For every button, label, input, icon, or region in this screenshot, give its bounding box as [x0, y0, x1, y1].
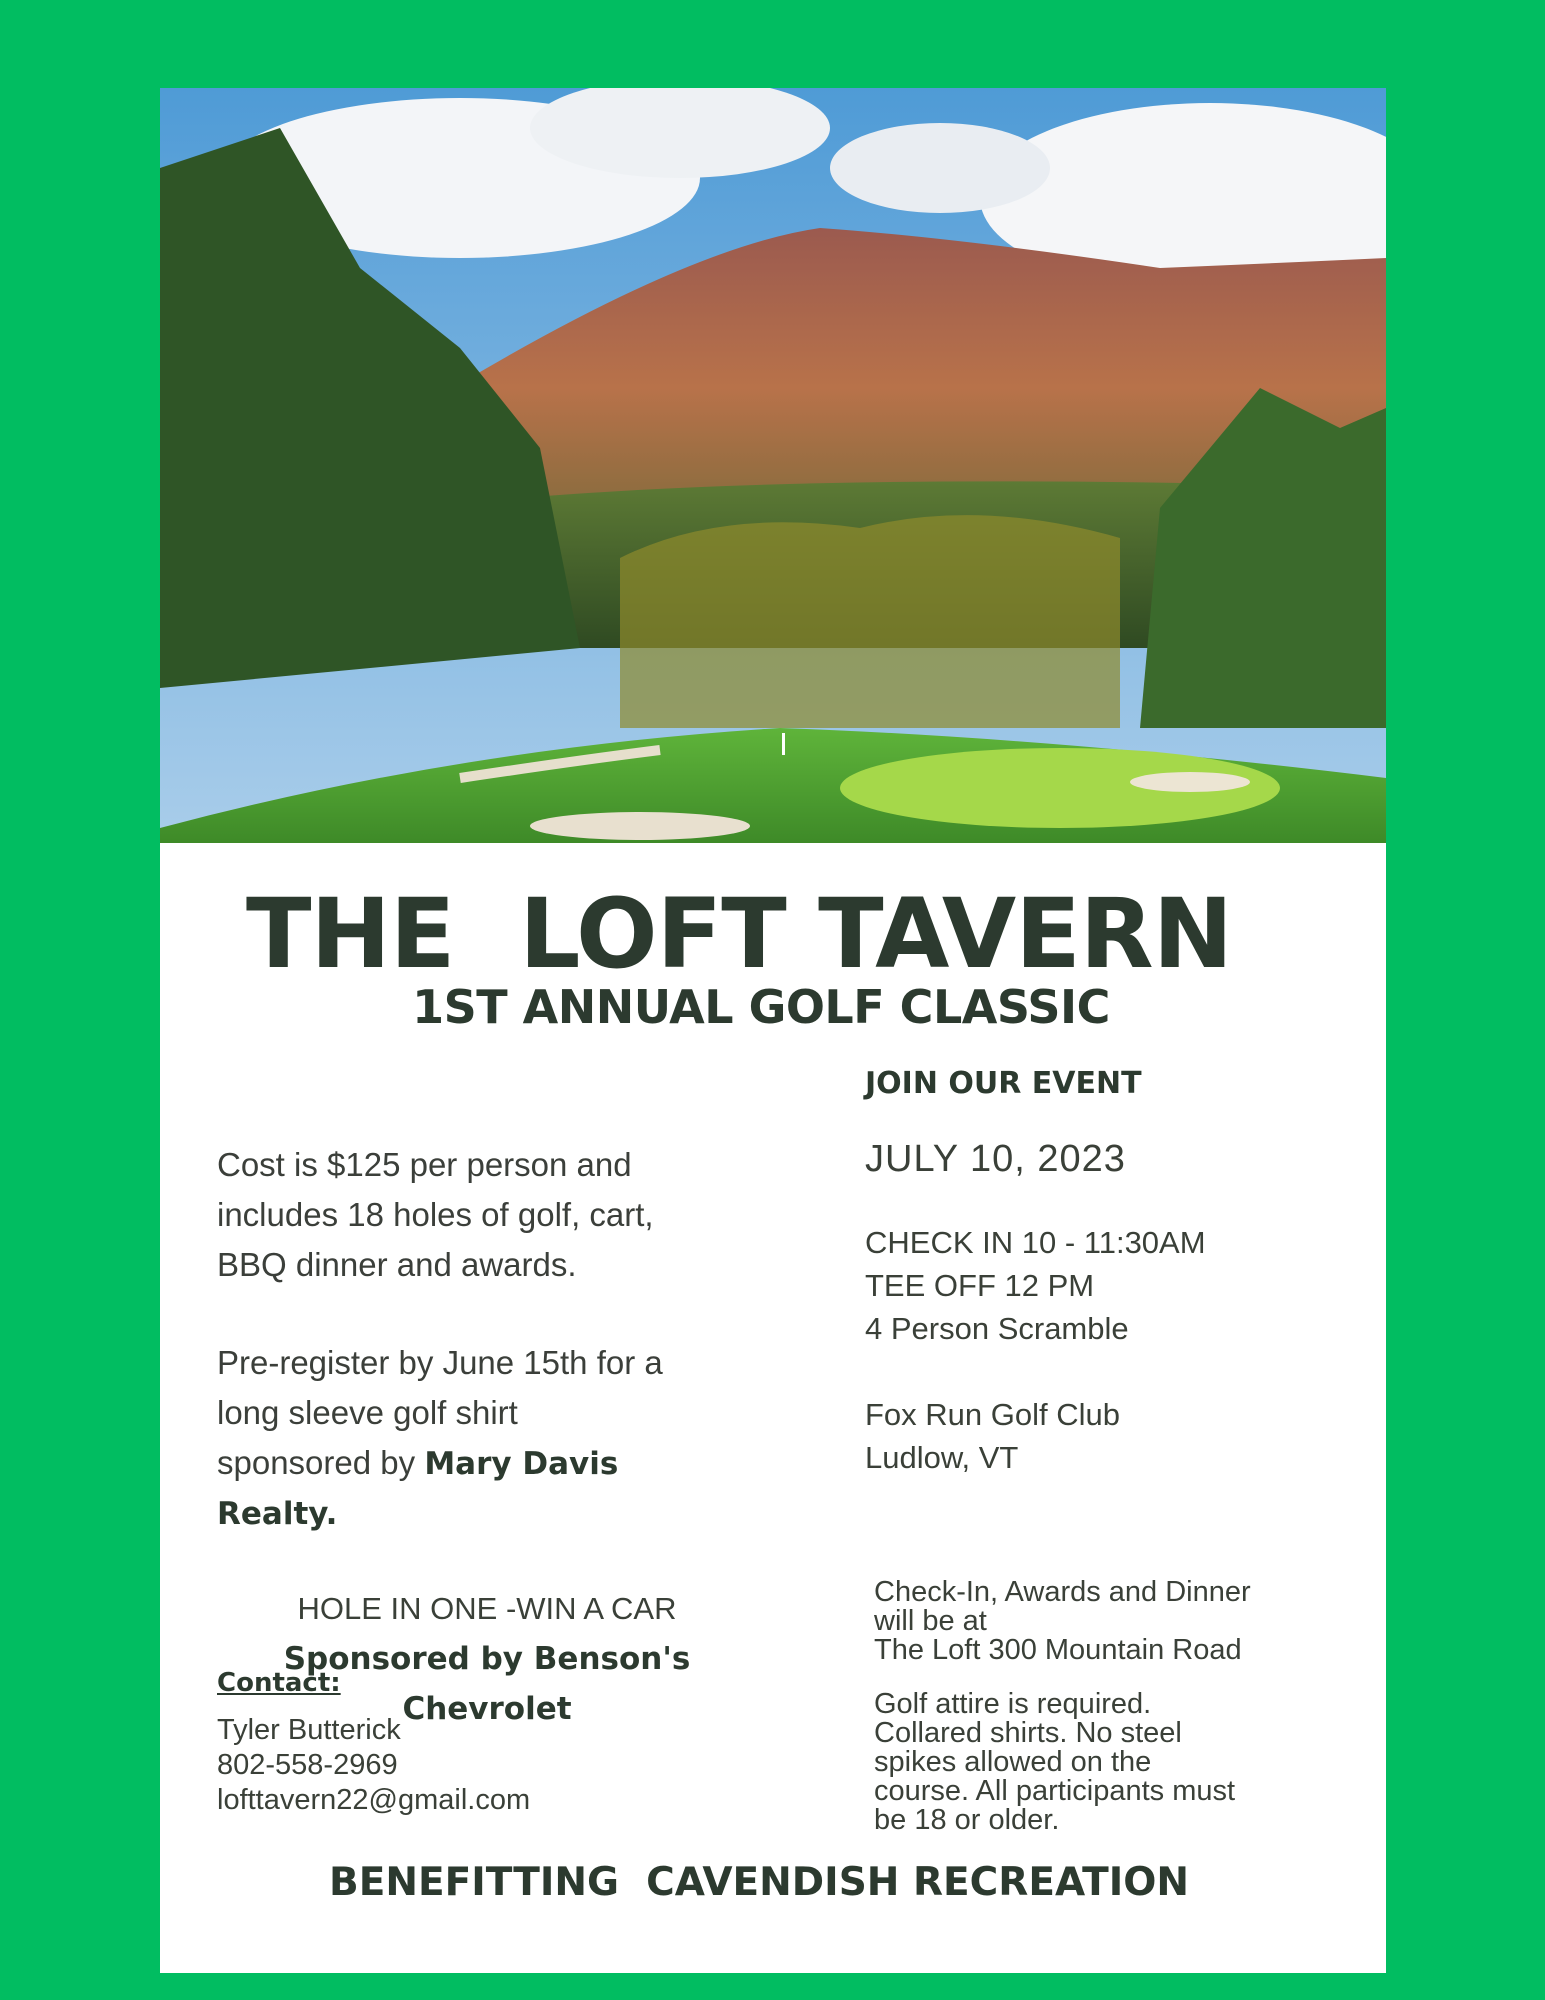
join-event-label: JOIN OUR EVENT [865, 1066, 1142, 1101]
sponsor-name-2: Realty. [217, 1496, 338, 1532]
hole-in-one-section [217, 1584, 757, 1734]
hole-in-one-headline: HOLE IN ONE -WIN A CAR [297, 1591, 677, 1626]
venue-name: Fox Run Golf Club [865, 1397, 1120, 1432]
attire-line: course. All participants must [874, 1775, 1236, 1807]
attire-line: spikes allowed on the [874, 1746, 1152, 1778]
golf-course-photo [160, 88, 1386, 843]
event-venue [865, 1393, 1345, 1479]
hole-in-one-sponsor-1: Sponsored by Benson's [283, 1641, 691, 1677]
contact-label: Contact: [217, 1668, 341, 1698]
cost-description [217, 1140, 777, 1290]
attire-note [874, 1690, 1354, 1835]
benefit-banner: BENEFITTING CAVENDISH RECREATION [328, 1860, 1190, 1905]
event-title: THE LOFT TAVERN [246, 878, 1233, 990]
sponsor-name-1: Mary Davis [424, 1446, 619, 1482]
contact-info [217, 1713, 530, 1818]
contact-email: lofttavern22@gmail.com [217, 1784, 531, 1816]
event-date: JULY 10, 2023 [865, 1138, 1126, 1180]
venue-location: Ludlow, VT [865, 1440, 1019, 1475]
attire-line: be 18 or older. [874, 1804, 1060, 1836]
checkin-note [874, 1578, 1354, 1665]
checkin-line: The Loft 300 Mountain Road [874, 1634, 1242, 1666]
sponsor-line [217, 1438, 777, 1489]
preregister-line: Pre-register by June 15th for a [217, 1344, 663, 1381]
hole-in-one-sponsor-2: Chevrolet [402, 1691, 572, 1727]
attire-line: Golf attire is required. [874, 1688, 1152, 1720]
preregister-line: long sleeve golf shirt [217, 1394, 518, 1431]
schedule-line: 4 Person Scramble [865, 1311, 1129, 1346]
contact-name: Tyler Butterick [217, 1714, 401, 1746]
event-subtitle: 1ST ANNUAL GOLF CLASSIC [412, 980, 1110, 1034]
preregister-description [217, 1338, 777, 1539]
sponsor-prefix: sponsored by [217, 1444, 425, 1481]
checkin-line: Check-In, Awards and Dinner [874, 1576, 1251, 1608]
cost-line: includes 18 holes of golf, cart, [217, 1196, 654, 1233]
schedule-line: CHECK IN 10 - 11:30AM [865, 1225, 1206, 1260]
schedule-line: TEE OFF 12 PM [865, 1268, 1095, 1303]
contact-phone: 802-558-2969 [217, 1749, 398, 1781]
attire-line: Collared shirts. No steel [874, 1717, 1182, 1749]
cost-line: Cost is $125 per person and [217, 1146, 632, 1183]
event-schedule [865, 1221, 1345, 1350]
flyer-sheet [160, 88, 1386, 1973]
cost-line: BBQ dinner and awards. [217, 1246, 577, 1283]
checkin-line: will be at [874, 1605, 987, 1637]
